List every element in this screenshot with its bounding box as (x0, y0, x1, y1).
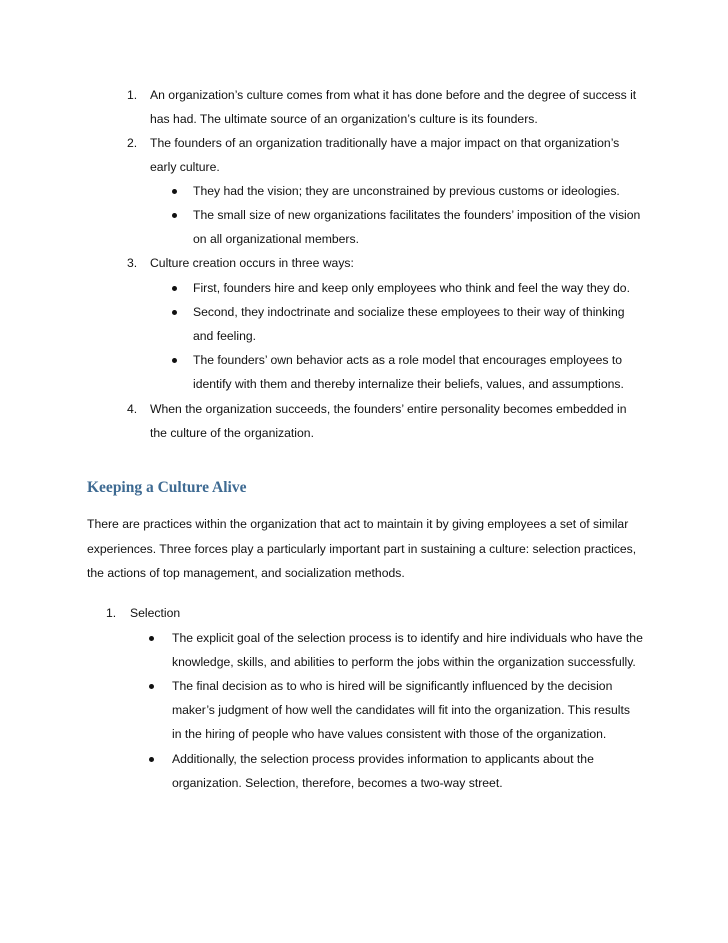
list-item-number: 4. (127, 402, 138, 416)
list-item-text: The founders of an organization traditionally have a major impact on that organization’s (150, 136, 620, 150)
bullet-icon (149, 636, 154, 641)
bullet-text: in the hiring of people who have values consistent with those of the organization. (172, 727, 607, 741)
bullet-icon (172, 213, 177, 218)
list-item-number: 3. (127, 256, 138, 270)
bullet-text: knowledge, skills, and abilities to perform the jobs within the organization successfully. (172, 655, 636, 669)
bullet-text: maker’s judgment of how well the candidates will fit into the organization. This results (172, 703, 630, 717)
list-item-number: 2. (127, 136, 138, 150)
list-item-number: 1. (127, 88, 138, 102)
list-item-text: early culture. (150, 160, 220, 174)
bullet-icon (172, 189, 177, 194)
bullet-text: The founders’ own behavior acts as a role model that encourages employees to (193, 353, 623, 367)
section-heading: Keeping a Culture Alive (87, 479, 247, 496)
paragraph-line: There are practices within the organization that act to maintain it by giving employees a set of similar (87, 517, 629, 531)
bullet-text: and feeling. (193, 329, 257, 343)
bullet-icon (172, 310, 177, 315)
list-item-number: 1. (106, 606, 117, 620)
bullet-text: identify with them and thereby internalize their beliefs, values, and assumptions. (193, 377, 624, 391)
bullet-text: on all organizational members. (193, 232, 359, 246)
list-item-text: When the organization succeeds, the founders’ entire personality becomes embedded in (150, 402, 627, 416)
paragraph-line: experiences. Three forces play a particularly important part in sustaining a culture: selection practices, (87, 542, 637, 556)
list-item-text: An organization’s culture comes from what it has done before and the degree of success it (150, 88, 637, 102)
list-item-text: has had. The ultimate source of an organization’s culture is its founders. (150, 112, 538, 126)
bullet-text: They had the vision; they are unconstrained by previous customs or ideologies. (193, 184, 620, 198)
bullet-text: Second, they indoctrinate and socialize these employees to their way of thinking (193, 305, 625, 319)
bullet-text: Additionally, the selection process provides information to applicants about the (172, 752, 594, 766)
bullet-text: First, founders hire and keep only employees who think and feel the way they do. (193, 281, 630, 295)
list-item-label: Selection (130, 606, 181, 620)
bullet-icon (172, 358, 177, 363)
bullet-text: The final decision as to who is hired will be significantly influenced by the decision (172, 679, 613, 693)
paragraph-line: the actions of top management, and socialization methods. (87, 566, 405, 580)
bullet-icon (149, 684, 154, 689)
bullet-text: organization. Selection, therefore, becomes a two-way street. (172, 776, 503, 790)
bullet-icon (149, 757, 154, 762)
bullet-icon (172, 286, 177, 291)
list-item-text: the culture of the organization. (150, 426, 314, 440)
bullet-text: The small size of new organizations facilitates the founders’ imposition of the vision (193, 208, 641, 222)
bullet-text: The explicit goal of the selection process is to identify and hire individuals who have the (172, 631, 643, 645)
list-item-text: Culture creation occurs in three ways: (150, 256, 354, 270)
